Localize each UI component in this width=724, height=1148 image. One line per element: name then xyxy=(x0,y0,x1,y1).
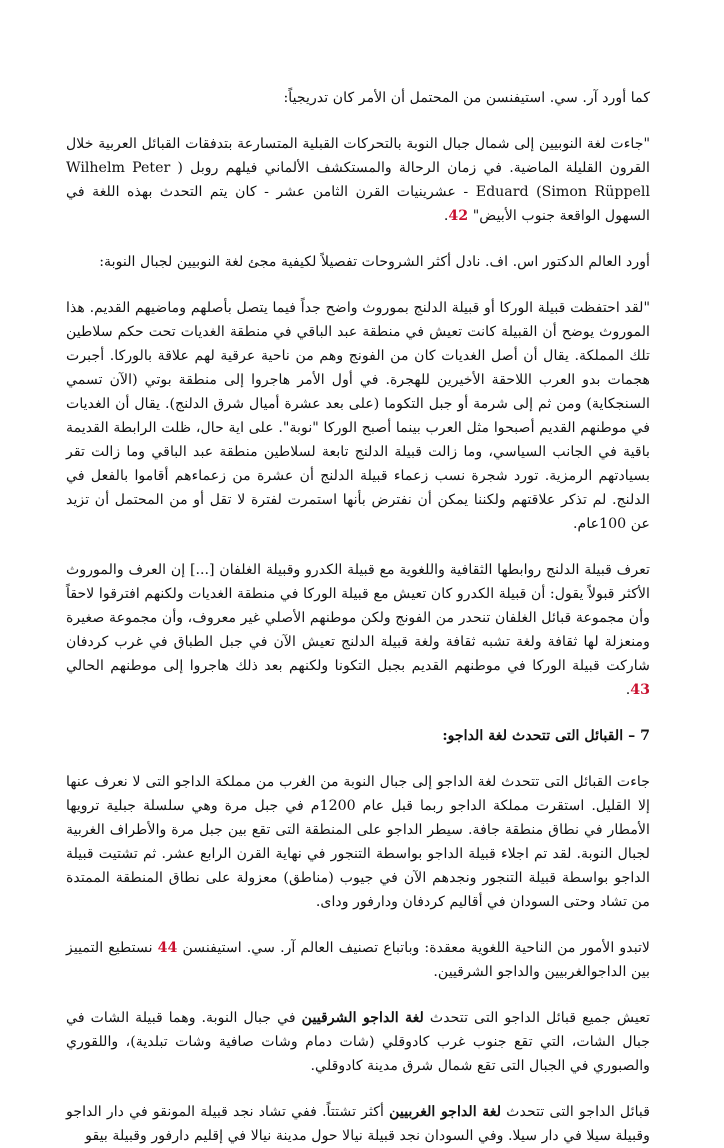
paragraph-western-daju xyxy=(66,1100,650,1148)
quote-paragraph-stevenson: "جاءت لغة النوبيين إلى شمال جبال النوبة بالتحركات القبلية المتسارعة بتدفقات القبائل العربية خلال القرون القليلة الماضية. في زمان الرحالة والمستكشف الألماني فيلهم روبل ( Wilhelm Peter Eduard (Simon Rüppell - عشرينيات القرن الثامن عشر - كان يتم التحدث بهذه اللغة في السهول الواقعة جنوب الأبيض" 42. xyxy=(66,136,650,224)
paragraph-eastern-daju xyxy=(66,1006,650,1078)
section-heading: 7 – القبائل التى تتحدث لغة الداجو: xyxy=(442,728,650,744)
paragraph-text: أكثر تشتتاً. ففي تشاد نجد قبيلة المونقو في دار الداجو وقبيلة سيلا في دار سيلا. وفي السودان نجد قبيلة نيالا حول مدينة نيالا في إقليم دارفور وقبيلة بيقو xyxy=(66,1104,650,1144)
paragraph-text: تعرف قبيلة الدلنج روابطها الثقافية واللغوية مع قبيلة الكدرو وقبيلة الغلفان [...] إن العرف والموروث الأكثر قبولاً يقول: أن قبيلة الكدرو كان تعيش مع قبيلة الوركا في منطقة الغديات ولكنهم افترقوا لاحقاً وأن مجموعة قبائل الغلفان تنحدر من الفونج ولكن موطنهم الأصلي غير معروف، وأن مجموعة صغيرة ومنعزلة لها ثقافة ولغة تشبه ثقافة ولغة قبيلة الدلنج تعيش الآن في جبل الطباق في غرب كردفان شاركت قبيلة الوركا في موطنهم القديم بجبل التكونا ولكنهم بعد ذلك هاجروا إلى موطنهم الحالي xyxy=(66,562,650,674)
reference-number-43: 43 xyxy=(630,682,650,698)
paragraph-text: نستطيع التمييز بين الداجوالغربيين والداجو الشرقيين. xyxy=(66,940,650,980)
paragraph-text: قبائل الداجو التى تتحدث xyxy=(506,1104,650,1120)
paragraph-text: لاتبدو الأمور من الناحية اللغوية معقدة: وباتباع تصنيف العالم آر. سي. استيفنسن xyxy=(182,940,651,956)
bold-term: لغة الداجو الشرقيين xyxy=(301,1010,424,1026)
quote-paragraph-nadel: "لقد احتفظت قبيلة الوركا أو قبيلة الدلنج بموروث واضح جداً فيما يتصل بأصلهم وماضيهم القديم. هذا الموروث يوضح أن القبيلة كانت تعيش في منطقة عبد الباقي في منطقة الغديات تحت حكم سلاطين تلك المملكة. يقال أن أصل الغديات كان من الفونج وهم من ناحية عرقية لهم علاقة بالوركا. أجبرت هجمات بدو العرب اللاحقة الأخيرين للهجرة. في أول الأمر هاجروا إلى منطقة بوتي (الآن تسمي السنجكاية) ومن ثم إلى شرمة أو جبل التكوما (على بعد عشرة أميال شرق الدلنج). يقال أن الغديات في موطنهم القديم أصبحوا مثل العرب بينما أصبح الوركا "نوبة". على اية حال، ظلت الرابطة القديمة باقية في الجانب السياسي، وما زالت قبيلة الدلنج تابعة لسلاطين منطقة عبد الباقي وما زالت تقر بسيادتهم الرمزية. تورد شجرة نسب زعماء قبيلة الدلنج أن عشرة من زعماءهم أقاموا بالفعل في الدلنج. لم تذكر علاقتهم ولكننا يمكن أن نفترض بأنها استمرت لفترة لا تقل أو من المحتمل أن تزيد عن 100عام. xyxy=(66,300,650,532)
quote-text: "جاءت لغة النوبيين إلى شمال جبال النوبة بالتحركات القبلية المتسارعة بتدفقات القبائل العربية خلال القرون القليلة الماضية. في زمان الرحالة والمستكشف الألماني فيلهم روبل ( Wilhelm Peter Eduard (Simon Rüppell - عشرينيات القرن الثامن عشر - كان يتم التحدث بهذه اللغة في السهول الواقعة جنوب الأبيض" xyxy=(66,136,650,224)
paragraph-daju-classification xyxy=(66,936,650,984)
paragraph-intro: كما أورد آر. سي. استيفنسن من المحتمل أن الأمر كان تدريجياً: xyxy=(283,90,650,106)
bold-term: لغة الداجو الغربيين xyxy=(389,1104,502,1120)
paragraph-daju-origin: جاءت القبائل التى تتحدث لغة الداجو إلى جبال النوبة من الغرب من مملكة الداجو التى لا نعرف عنها إلا القليل. استقرت مملكة الداجو ربما قبل عام 1200م في جبل مرة وهي سلسلة جبلية ترويها الأمطار في نطاق منطقة جافة. سيطر الداجو على المنطقة التى تقع بين جبل مرة والأطراف الغربية لجبال النوبة. لقد تم اجلاء قبيلة الداجو بواسطة التنجور في نهاية القرن الرابع عشر. ثم تشتيت قبيلة الداجو بواسطة قبيلة التنجور ونجدهم الآن في جيوب (مناطق) معزولة على نطاق المنطقة الممتدة من تشاد وحتى السودان في أقاليم كردفان ودارفور وداى. xyxy=(66,774,650,910)
reference-number-44: 44 xyxy=(157,940,178,956)
reference-number-42: 42 xyxy=(448,208,469,224)
paragraph-text: تعيش جميع قبائل الداجو التى تتحدث xyxy=(429,1010,650,1026)
paragraph-text: في جبال النوبة. وهما قبيلة الشات في جبال الشات، التي تقع جنوب غرب كادوقلي (شات دمام وشات صافية وشات تبلدية)، واللقوري والصبوري في الجبال التى تقع شمال شرق مدينة كادوقلي. xyxy=(66,1010,650,1074)
paragraph-dilling-relations: تعرف قبيلة الدلنج روابطها الثقافية واللغوية مع قبيلة الكدرو وقبيلة الغلفان [...] إن العرف والموروث الأكثر قبولاً يقول: أن قبيلة الكدرو كان تعيش مع قبيلة الوركا في منطقة الغديات ولكنهم افترقوا لاحقاً وأن مجموعة قبائل الغلفان تنحدر من الفونج ولكن موطنهم الأصلي غير معروف، وأن مجموعة صغيرة ومنعزلة لها ثقافة ولغة تشبه ثقافة ولغة قبيلة الدلنج تعيش الآن في جبل الطباق في غرب كردفان شاركت قبيلة الوركا في موطنهم القديم بجبل التكونا ولكنهم بعد ذلك هاجروا إلى موطنهم الحالي 43. xyxy=(66,562,650,698)
paragraph-nadel-intro: أورد العالم الدكتور اس. اف. نادل أكثر الشروحات تفصيلاً لكيفية مجئ لغة النوبيين لجبال النوبة: xyxy=(99,254,650,270)
